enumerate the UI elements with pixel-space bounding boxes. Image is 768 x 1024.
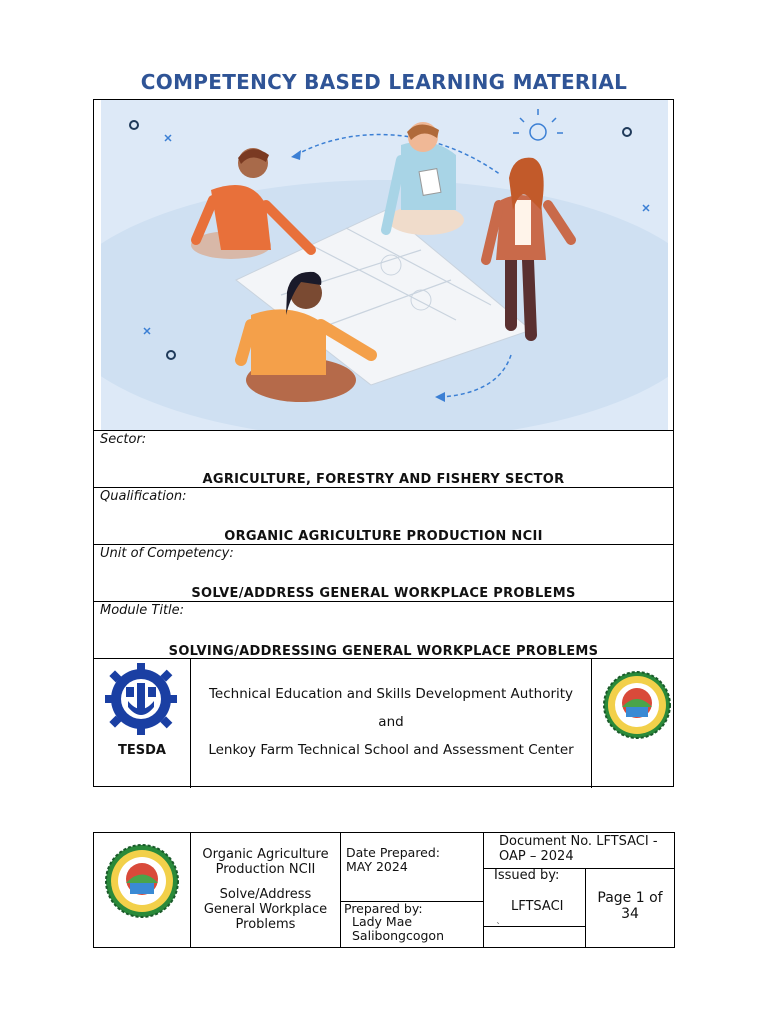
team-puzzle-illustration: [101, 100, 668, 430]
footer-qualification-cell: [191, 833, 341, 947]
module-title-value: SOLVING/ADDRESSING GENERAL WORKPLACE PROBLEMS: [168, 644, 599, 659]
document-number-line2: OAP – 2024: [499, 849, 574, 864]
tesda-gear-logo: [102, 663, 180, 735]
tesda-logo-label: TESDA: [118, 743, 166, 758]
document-number-line1: Document No. LFTSACI -: [499, 834, 658, 849]
module-title-field: [94, 601, 673, 658]
unit-of-competency-field: [94, 544, 673, 601]
agency-row: [94, 658, 673, 788]
unit-of-competency-value: SOLVE/ADDRESS GENERAL WORKPLACE PROBLEMS: [191, 586, 576, 601]
issued-by-value: LFTSACI: [511, 899, 564, 914]
school-seal-cell: [592, 659, 673, 788]
tesda-logo-cell: [94, 659, 191, 788]
page-number-line2: 34: [621, 906, 639, 922]
footer-unit-line1: Solve/Address: [219, 887, 312, 902]
module-title-label: Module Title:: [100, 603, 185, 618]
date-prepared-value: MAY 2024: [346, 859, 408, 874]
agency-conjunction: and: [378, 714, 404, 730]
footer-unit-line2: General Workplace: [203, 902, 328, 917]
document-footer-table: [93, 832, 675, 948]
footer-seal-cell: [94, 833, 191, 947]
footer-qualification-line2: Production NCII: [215, 862, 316, 877]
issued-by-label: Issued by:: [494, 868, 560, 883]
qualification-label: Qualification:: [100, 489, 187, 504]
agency-name-tesda: Technical Education and Skills Development Authority: [208, 686, 574, 702]
footer-unit-line3: Problems: [235, 917, 296, 932]
issued-by-mark: `: [496, 922, 501, 933]
footer-date-prepared-cell: [341, 833, 484, 947]
footer-document-info-cell: [484, 833, 674, 947]
cover-page-table: [93, 99, 674, 787]
footer-qualification-line1: Organic Agriculture: [202, 847, 329, 862]
agency-names-cell: [191, 659, 592, 788]
sector-label: Sector:: [100, 432, 147, 447]
prepared-by-label: Prepared by:: [344, 901, 423, 916]
prepared-by-name-line2: Salibongcogon: [352, 928, 445, 943]
footer-school-seal-logo: [104, 841, 180, 921]
document-title: COMPETENCY BASED LEARNING MATERIAL: [140, 70, 628, 94]
qualification-field: [94, 487, 673, 544]
sector-value: AGRICULTURE, FORESTRY AND FISHERY SECTOR: [202, 472, 565, 487]
page-number-line1: Page 1 of: [597, 890, 663, 906]
qualification-value: ORGANIC AGRICULTURE PRODUCTION NCII: [224, 529, 543, 544]
school-seal-logo: [602, 663, 672, 751]
prepared-by-name-line1: Lady Mae: [352, 914, 413, 929]
agency-name-school: Lenkoy Farm Technical School and Assessment Center: [208, 742, 574, 758]
sector-field: [94, 430, 673, 487]
unit-of-competency-label: Unit of Competency:: [100, 546, 234, 561]
date-prepared-label: Date Prepared:: [346, 845, 441, 860]
